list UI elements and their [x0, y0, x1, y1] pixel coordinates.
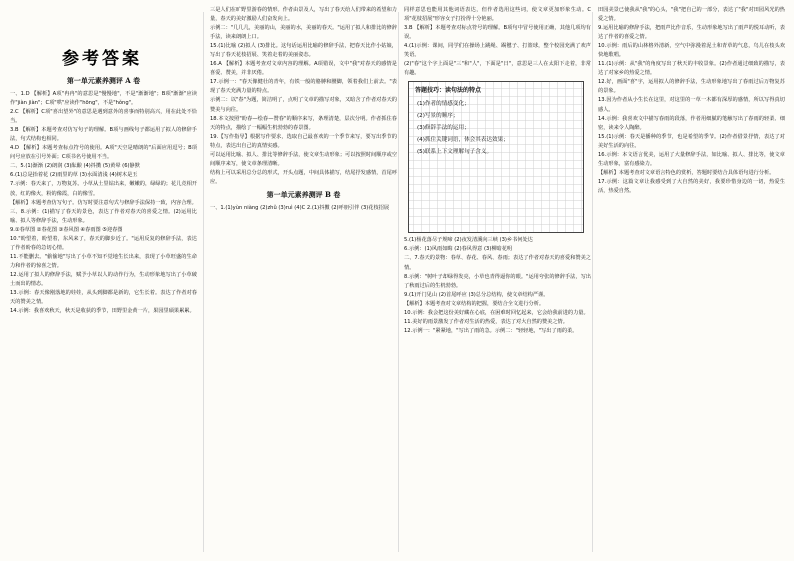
- paragraph: 【解析】本题考查对文章语言特色的赏析，答题时要结合具体语句进行分析。: [598, 169, 775, 176]
- paragraph: 14.示例：我喜欢秋天，秋天是收获的季节，田野里金黄一片，果园里硕果累累。: [10, 308, 195, 315]
- paragraph: 14.示例：我喜欢文中描写春雨的段落，作者用细腻的笔触写出了春雨的轻柔、细密，读来令人陶醉。: [598, 115, 785, 131]
- paragraph: 15.(1)比喻 (2)拟人 (3)排比。这句话运用比喻的修辞手法，把春天比作小姑娘，写出了春天花枝招展、笑着走着的美丽姿态。: [210, 43, 397, 59]
- paragraph: 12.好，画面"喜"字，运用拟人的修辞手法，生动形象地写出了春雨过后万物复苏的景象。: [598, 79, 785, 95]
- paragraph: 10.示例：我会把这份美好藏在心底，在困难时回忆起来，它会给我前进的力量。: [404, 309, 589, 316]
- paragraph: 19.【写作指导】根据写作要求，选取自己最喜欢的一个季节来写，要写出季节的特点，表达出自己的真情实感。: [210, 133, 397, 149]
- paragraph: 16.A 【解析】本题考查对文章内容的理解。A项错误，文中"我"对春天的感情是喜爱、赞美，并非厌倦。: [210, 61, 397, 77]
- paragraph: 10.示例：雨后的山林格外清新，空气中弥漫着泥土和青草的气息，鸟儿在枝头欢快地歌唱。: [598, 43, 785, 59]
- paragraph: 12.示例一："紧紧地，"写出了雨的急。示例二："轻轻地，"写出了雨的柔。: [404, 327, 578, 334]
- tip-line: (1)作者的情感变化；: [417, 101, 470, 108]
- paragraph: 10."盼望着，盼望着，东风来了，春天的脚步近了。"运用反复的修辞手法，表达了作者盼春的急切心情。: [10, 235, 197, 251]
- paragraph: 4.D 【解析】本题考查标点符号的使用。A项"天空是晴朗的"后面应用逗号；B项问号应放在引号外面；C项书名号使用不当。: [10, 145, 197, 161]
- col4-paragraphs: [598, 6, 785, 196]
- paragraph: 7.示例：春天来了，万物复苏。小草从土里钻出来，嫩嫩的，绿绿的；花儿竞相开放，红的像火，粉的像霞，白的像雪。: [10, 181, 197, 197]
- paragraph: 可以运用比喻、拟人、排比等修辞手法，使文章生动形象；可以按照时间顺序或空间顺序来写，使文章条理清晰。: [210, 151, 397, 167]
- tip-box: [408, 81, 584, 233]
- paragraph: (2)"春"这个字上面是"三"和"人"，下面是"日"，意思是三人在太阳下走着，非常有趣。: [404, 61, 591, 77]
- tip-line: (2)写景的顺序；: [417, 113, 459, 120]
- paragraph: 二、7.春天的景物：春草、春花、春风、春雨；表达了作者对春天的喜爱和赞美之情。: [404, 255, 591, 271]
- tip-line: (5)联系上下文理解句子含义。: [417, 149, 493, 156]
- paragraph: 一、1.(1)yùn niàng (2)zhǔ (3)ruì (4)C 2.(1)抖擞 (2)呼朋引伴 (3)花枝招展: [210, 204, 390, 211]
- paragraph: 11.美好的雨景激发了作者对生活的热爱，表达了对大自然的赞美之情。: [404, 318, 568, 325]
- column-1: [10, 76, 197, 558]
- column-divider: [203, 12, 204, 552]
- column-divider: [398, 12, 399, 552]
- paragraph: 8.示例："树叶子却绿得发亮，小草也青得逼你的眼。"运用夸张的修辞手法，写出了秋雨过后的生机勃勃。: [404, 273, 591, 289]
- paragraph: 一、1.D 【解析】A项"冉冉"的意思是"慢慢地"，不是"渐渐地"；B项"渐渐"应读作"jiàn jiàn"；C项"哄"应读作"hōng"，不是"hǒng"。: [10, 91, 197, 107]
- paragraph: 三是人们在旷野里游春的情形。作者由景及人，写出了春天给人们带来的希望和力量，春天的美好激励人们奋发向上。: [210, 7, 397, 23]
- paragraph: 13.因为作者从小生长在这里，对这里的一草一木都有深厚的感情，所以写得真切感人。: [598, 97, 785, 113]
- paragraph: 田园美景已使我从"我"的心头，"我"把自己的一部分，表达了"我"对田园风光的热爱之情。: [598, 7, 785, 23]
- paragraph: 17.示例：这篇文章让我感受到了大自然的美好，我要珍惜身边的一切，热爱生活，热爱自然。: [598, 178, 785, 194]
- paragraph: 16.示例：本文语言优美，运用了大量修辞手法，如比喻、拟人、排比等，使文章生动形象，富有感染力。: [598, 151, 785, 167]
- paragraph: 同样意思也能用其他词语表达，但作者选用这些词，使文章更加形象生动。C项"花枝招展"形容女子打扮得十分艳丽。: [404, 7, 591, 23]
- col3-paragraphs-bottom: [404, 236, 591, 336]
- tip-line: (4)抓住关键词语，体会其表达效果；: [417, 137, 509, 144]
- paragraph: 三、8.示例：(1)描写了春天的景色，表达了作者对春天的喜爱之情。(2)运用比喻、拟人等修辞手法，生动形象。: [10, 208, 197, 224]
- paragraph: 15.(1)示例：春天是播种的季节，也是希望的季节。(2)作者借景抒情，表达了对美好生活的向往。: [598, 133, 785, 149]
- paragraph: 6.示例：(1)风雨如晦 (2)春风得意 (3)柳暗花明: [404, 246, 513, 253]
- paragraph: 结构上可以采用总分总的形式，开头点题，中间具体描写，结尾抒发感情，首尾呼应。: [210, 169, 397, 185]
- paragraph: 9.①春草图 ②春花图 ③春风图 ④春雨图 ⑤迎春图: [10, 226, 123, 233]
- paragraph: 11.不能删去。"偷偷地"写出了小草不知不觉地生长出来，表现了小草旺盛的生命力和作者的惊喜之情。: [10, 253, 197, 269]
- section-heading: 第一单元素养测评 A 卷: [66, 76, 141, 85]
- column-2: [210, 6, 397, 558]
- tip-box-title: 答题技巧：读句法的特点: [415, 87, 482, 95]
- col2-paragraphs: [210, 6, 397, 187]
- paragraph: 12.运用了拟人的修辞手法，赋予小草以人的动作行为，生动形象地写出了小草破土而出的情态。: [10, 271, 197, 287]
- paragraph: 5.(1)杨花落尽子规啼 (2)夜发清溪向三峡 (3)乡书何处达: [404, 237, 533, 244]
- paragraph: 13.示例：春天像刚落地的娃娃，从头到脚都是新的，它生长着。表达了作者对春天的赞美之情。: [10, 290, 197, 306]
- paragraph: 9.运用比喻的修辞手法，把雨声比作音乐，生动形象地写出了雨声的悦耳动听，表达了作者的喜爱之情。: [598, 25, 785, 41]
- column-4: [598, 6, 785, 558]
- paragraph: 【解析】本题考查对文章结构的把握，要结合全文进行分析。: [404, 300, 545, 307]
- section-heading: 第一单元素养测评 B 卷: [266, 189, 341, 199]
- col1-paragraphs: [10, 90, 197, 316]
- paragraph: 示例二："几几几，美丽的山，美丽的水，美丽的春天。"运用了拟人和排比的修辞手法，读来朗朗上口。: [210, 25, 397, 41]
- column-divider: [592, 12, 593, 552]
- paragraph: 示例二：以"春"为题，简洁明了，点明了文章的描写对象，又暗含了作者对春天的赞美与向往。: [210, 97, 397, 113]
- paragraph: 6.(1)总是抬着花 (2)雨里的草 (3)水面清浅 (4)树木是玉: [10, 172, 138, 179]
- paragraph: 9.(1)开门见山 (2)首尾呼应 (3)总分总结构，使文章结构严谨。: [404, 291, 549, 298]
- column-3: [404, 6, 591, 558]
- paragraph: 11.(1)示例：从"我"的角度写出了秋天的丰收景象。(2)作者通过细致的描写，表达了对家乡的热爱之情。: [598, 61, 785, 77]
- tip-line: (3)修辞手法的运用；: [417, 125, 470, 132]
- page-title: 参考答案: [62, 49, 142, 69]
- paragraph: 18.本文按照"盼春—绘春—赞春"的顺序来写，条理清楚，层次分明。作者抓住春天的特点，描绘了一幅幅生机勃勃的春景图。: [210, 115, 397, 131]
- paragraph: 4.(1)示例：课间，同学们在操场上跳绳、踢毽子、打篮球，整个校园充满了欢声笑语。: [404, 43, 591, 59]
- paragraph: 二、5.(1)渐渐 (2)朗润 (3)酝酿 (4)抖擞 (5)黄晕 (6)静默: [10, 163, 140, 170]
- tip-box-lines: [415, 98, 577, 158]
- paragraph: 【解析】本题考查仿写句子。仿写时要注意句式与修辞手法保持一致，内容合理。: [10, 199, 197, 206]
- paragraph: 2.C 【解析】C项"喜出望外"的意思是遇到意外的喜事而特别高兴，用在此处不恰当。: [10, 109, 197, 125]
- paragraph: 3.B 【解析】本题考查对标点符号的理解。B项句中冒号使用正确，其他几项均有误。: [404, 25, 591, 41]
- col3-paragraphs-top: [404, 6, 591, 78]
- paragraph: 17.示例一："春天像健壮的青年，有铁一般的胳膊和腰脚，领着我们上前去。"表现了春天充满力量的特点。: [210, 79, 397, 95]
- paragraph: 3.B 【解析】本题考查对仿写句子的理解。B项与画线句子都运用了拟人的修辞手法，句式结构也相同。: [10, 127, 197, 143]
